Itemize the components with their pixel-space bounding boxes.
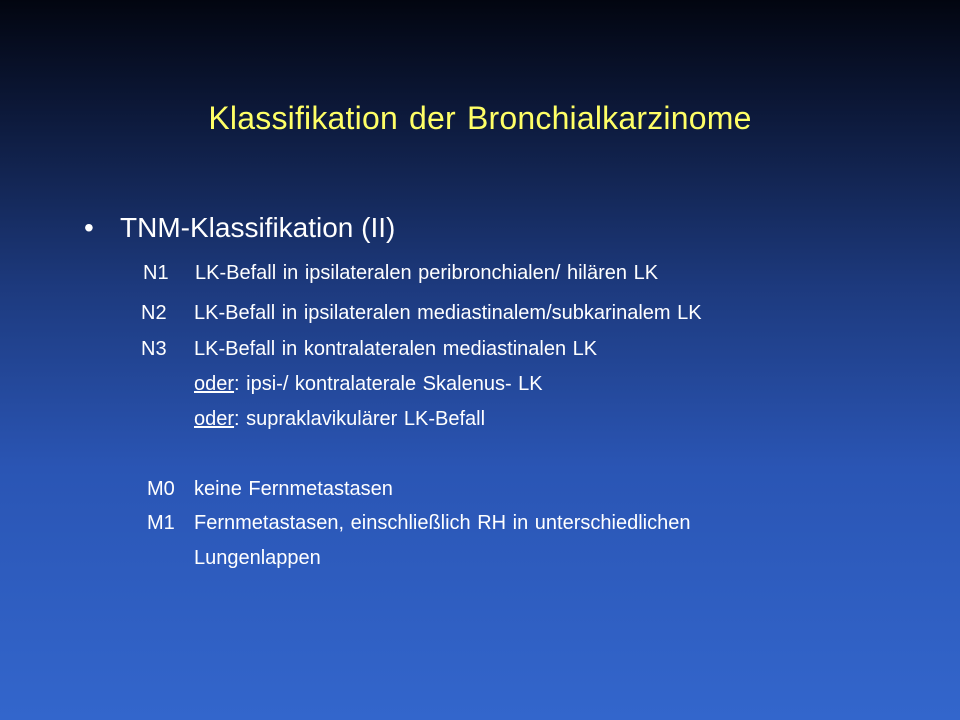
bullet-item — [84, 212, 395, 244]
m0-text: keine Fernmetastasen — [194, 478, 393, 500]
n2-text: LK-Befall in ipsilateralen mediastinalem/subkarinalem LK — [194, 302, 702, 324]
alternative-text: : ipsi-/ kontralaterale Skalenus- LK — [234, 373, 543, 395]
m0-line — [147, 478, 393, 501]
m1-continuation: Lungenlappen — [194, 547, 321, 569]
m1-code: M1 — [147, 512, 175, 534]
slide-title: Klassifikation der Bronchialkarzinome — [208, 100, 752, 136]
oder-keyword: oder — [194, 408, 235, 430]
n1-line — [143, 262, 658, 285]
n3-text: LK-Befall in kontralateralen mediastinalen LK — [194, 338, 598, 360]
n1-code: N1 — [143, 262, 169, 284]
n1-text: LK-Befall in ipsilateralen peribronchialen/ hilären LK — [195, 262, 659, 284]
oder-keyword: oder — [194, 373, 235, 395]
m1-text: Fernmetastasen, einschließlich RH in unterschiedlichen — [194, 512, 691, 534]
n3-alternative-2 — [194, 408, 485, 431]
n2-code: N2 — [141, 302, 167, 324]
m0-code: M0 — [147, 478, 175, 500]
m1-line — [147, 512, 690, 535]
bullet-text: TNM-Klassifikation (II) — [120, 212, 396, 243]
n3-alternative-1 — [194, 373, 543, 396]
n3-code: N3 — [141, 338, 167, 360]
alternative-text: : supraklavikulärer LK-Befall — [234, 408, 486, 430]
bullet-marker: • — [84, 212, 94, 243]
n2-line — [141, 302, 702, 325]
n3-line — [141, 338, 597, 361]
